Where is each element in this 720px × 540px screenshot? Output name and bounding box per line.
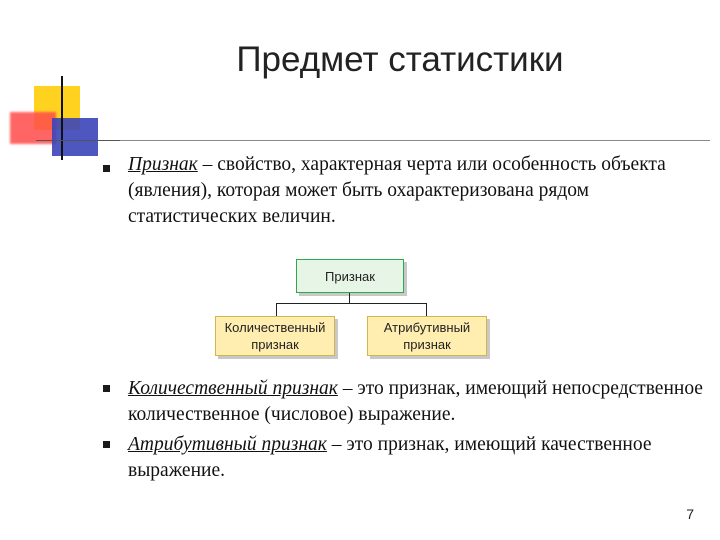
diagram-root-box xyxy=(296,259,404,293)
page-number: 7 xyxy=(686,506,694,522)
bullet-marker xyxy=(103,385,110,392)
definition-paragraph-quantitative xyxy=(128,376,703,428)
term-quantitative: Количественный признак xyxy=(128,378,338,399)
diagram-root-label: Признак xyxy=(325,268,375,284)
term-feature: Признак xyxy=(128,154,198,175)
diagram-connector-bar xyxy=(276,303,427,304)
term-attributive: Атрибутивный признак xyxy=(128,434,327,455)
diagram-attributive-label: Атрибутивный признак xyxy=(383,320,471,352)
definition-text-attributive: – это признак, имеющий качественное выражение. xyxy=(128,434,652,481)
bullet-marker xyxy=(103,165,110,172)
diagram-connector-left xyxy=(276,303,277,316)
logo-blue-square xyxy=(52,118,98,156)
title-divider xyxy=(120,140,710,141)
slide-title: Предмет статистики xyxy=(236,40,564,79)
definition-text-quantitative: – это признак, имеющий непосредственное количественное (числовое) выражение. xyxy=(128,378,703,425)
definition-paragraph-feature xyxy=(128,152,703,230)
definition-paragraph-attributive xyxy=(128,432,703,484)
bullet-marker xyxy=(103,441,110,448)
logo-vertical-line xyxy=(61,76,63,160)
diagram-quantitative-label: Количественный признак xyxy=(224,320,326,352)
definition-text-feature: – свойство, характерная черта или особенность объекта (явления), которая может быть охарактеризована рядом статистических величин. xyxy=(128,154,666,227)
diagram-quantitative-box xyxy=(215,316,335,356)
diagram-attributive-box xyxy=(367,316,487,356)
diagram-connector-right xyxy=(426,303,427,316)
